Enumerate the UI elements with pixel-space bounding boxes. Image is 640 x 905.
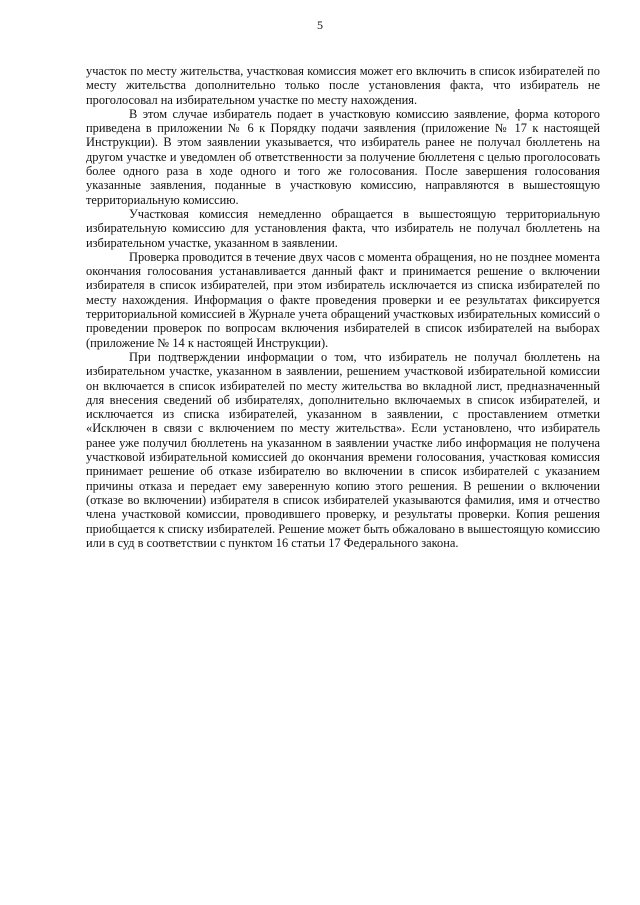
paragraph-verification: Проверка проводится в течение двух часов с момента обращения, но не позднее момента окончания голосования устанавливается данный факт и принимается решение о включении избирателя в список избирателей, при этом избиратель исключается из списка избирателей по месту нахождения. Информация о факте проведения проверки и ее результатах фиксируется территориальной комиссией в Журнале учета обращений участковых избирательных комиссий о проведении проверок по вопросам включения избирателей в список избирателей на выборах (приложение № 14 к настоящей Инструкции).: [86, 249, 600, 350]
paragraph-commission-request: Участковая комиссия немедленно обращается в вышестоящую территориальную избирательную комиссию для установления факта, что избиратель не получал бюллетень на избирательном участке, указанном в заявлении.: [86, 206, 600, 250]
document-body: [86, 64, 600, 550]
paragraph-continuation: участок по месту жительства, участковая комиссия может его включить в список избирателей по месту жительства дополнительно только после установления факта, что избиратель не проголосовал на избирательном участке по месту нахождения.: [86, 64, 600, 107]
paragraph-application: В этом случае избиратель подает в участковую комиссию заявление, форма которого приведена в приложении № 6 к Порядку подачи заявления (приложение № 17 к настоящей Инструкции). В этом заявлении указывается, что избиратель ранее не получал бюллетень на другом участке и уведомлен об ответственности за получение бюллетеня с целью проголосовать более одного раза в ходе одного и того же голосования. После завершения голосования указанные заявления, поданные в участковую комиссию, направляются в вышестоящую территориальную комиссию.: [86, 106, 600, 207]
paragraph-confirmation: При подтверждении информации о том, что избиратель не получал бюллетень на избирательном участке, указанном в заявлении, решением участковой избирательной комиссии он включается в список избирателей по месту жительства во вкладной лист, предназначенный для внесения сведений об избирателях, дополнительно включаемых в список избирателей, и исключается из списка избирателей, указанном в заявлении, с проставлением отметки «Исключен в связи с включением по месту жительства». Если установлено, что избиратель ранее уже получил бюллетень на указанном в заявлении участке либо информация не получена участковой избирательной комиссией до окончания времени голосования, участковая комиссия принимает решение об отказе избирателю во включении в список избирателей с указанием причины отказа и передает ему заверенную копию этого решения. В решении о включении (отказе во включении) избирателя в список избирателей указываются фамилия, имя и отчество члена участковой комиссии, проводившего проверку, и результаты проверки. Копия решения приобщается к списку избирателей. Решение может быть обжаловано в вышестоящую комиссию или в суд в соответствии с пунктом 16 статьи 17 Федерального закона.: [86, 349, 600, 550]
page-number: 5: [317, 18, 323, 32]
